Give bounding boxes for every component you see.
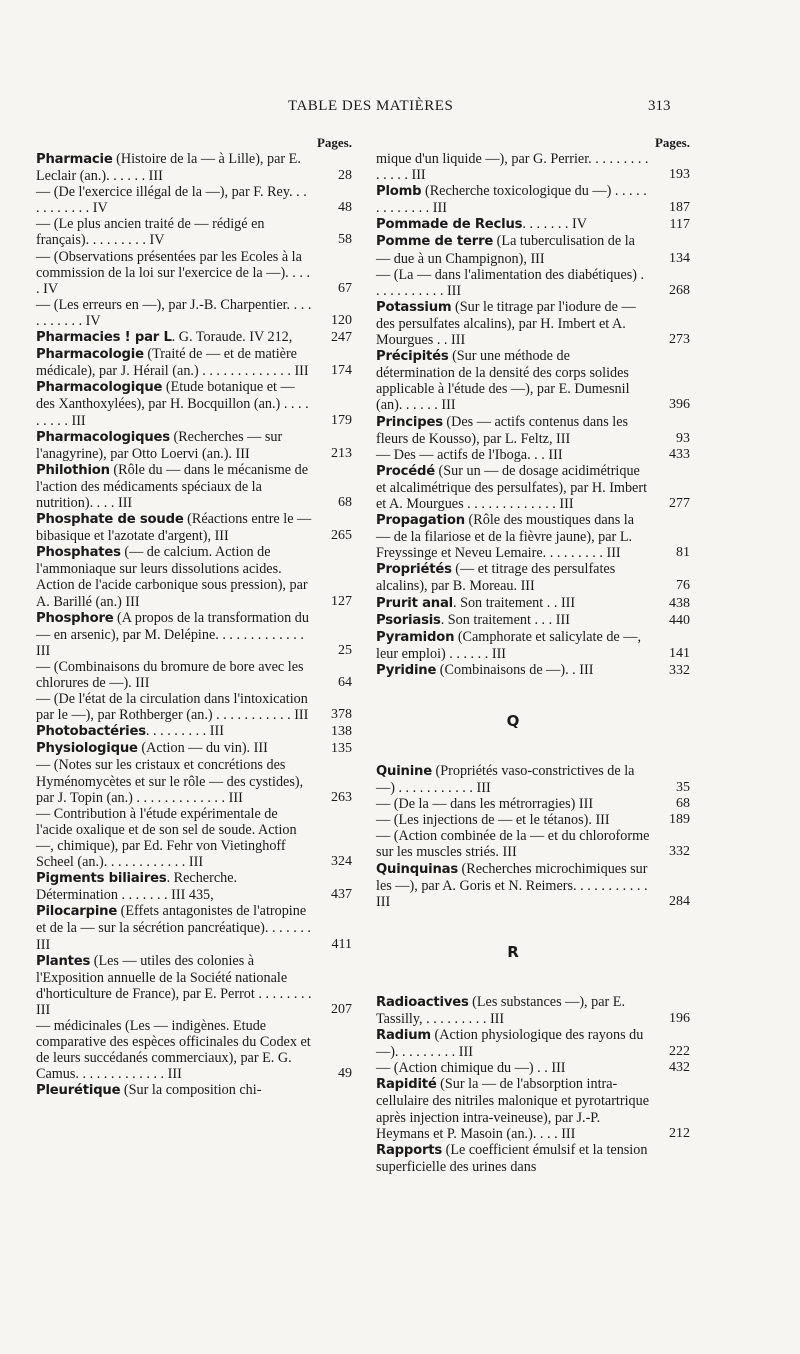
entry-page: 284	[669, 893, 690, 909]
index-entry	[36, 329, 352, 346]
entry-page: 193	[669, 167, 690, 183]
entry-page: 268	[669, 282, 690, 298]
entry-text: — (De l'état de la circulation dans l'intoxication par le —), par Rothberger (an.) . . . . . . . . . . . III	[36, 691, 309, 724]
index-entry	[376, 612, 690, 629]
entry-page: 189	[669, 812, 690, 828]
pages-column-label: Pages.	[654, 135, 690, 150]
page-header	[0, 98, 800, 120]
entry-page: 58	[338, 232, 352, 248]
entry-page: 138	[331, 724, 352, 740]
index-entry	[36, 184, 352, 216]
index-entry	[376, 233, 690, 266]
entry-page: 49	[338, 1066, 352, 1082]
entry-text: Pleurétique (Sur la composition chi-	[36, 1082, 262, 1099]
entry-text: — (Le plus ancien traité de — rédigé en français). . . . . . . . . IV	[36, 216, 265, 249]
entry-page: 378	[331, 707, 352, 723]
index-entry	[376, 512, 690, 561]
index-entry	[36, 740, 352, 757]
entry-page: 213	[331, 445, 352, 461]
entry-page: 68	[676, 796, 690, 812]
entry-text: — (De la — dans les métrorragies) III	[376, 796, 594, 813]
section-letter: Q	[506, 712, 520, 730]
index-entry	[376, 267, 690, 299]
entry-text: Phosphate de soude (Réactions entre le — bibasique et l'azotate d'argent), III	[36, 511, 312, 545]
entry-text: — (La — dans l'alimentation des diabétiques) . . . . . . . . . . . III	[376, 266, 645, 299]
entry-text: Pyramidon (Camphorate et salicylate de —, leur emploi) . . . . . . III	[376, 628, 641, 662]
index-entry	[36, 757, 352, 805]
entry-text: Phosphates (— de calcium. Action de l'ammoniaque sur leurs dissolutions acides. Action de l'acide carbonique sous pression), par A. Barillé (an.) III	[36, 544, 308, 610]
index-entry	[36, 1018, 352, 1082]
index-entry	[36, 297, 352, 329]
left-column	[36, 134, 352, 1099]
index-entry	[36, 151, 352, 184]
entry-page: 432	[669, 1060, 690, 1076]
entry-text: — (Combinaisons du bromure de bore avec les chlorures de —). III	[36, 658, 304, 691]
index-entry	[376, 994, 690, 1027]
entry-text: Pyridine (Combinaisons de —). . III	[376, 661, 594, 678]
index-entry	[36, 723, 352, 740]
index-entry	[376, 1076, 690, 1141]
index-entry	[36, 379, 352, 428]
index-entry	[36, 346, 352, 379]
entry-page: 247	[331, 330, 352, 346]
entry-text: Psoriasis. Son traitement . . . III	[376, 611, 570, 628]
entry-page: 273	[669, 332, 690, 348]
index-entry	[36, 806, 352, 870]
entry-text: Propriétés (— et titrage des persulfates alcalins), par B. Moreau. III	[376, 561, 616, 595]
entry-page: 64	[338, 675, 352, 690]
entry-page: 187	[669, 200, 690, 216]
entry-page: 28	[338, 168, 352, 184]
right-column	[376, 134, 690, 1175]
entry-page: 93	[676, 430, 690, 446]
entry-text: Procédé (Sur un — de dosage acidimétrique et alcalimétrique des persulfates), par H. Imbert et A. Mourgues . . . . . . . . . . . . . III	[376, 462, 648, 512]
entry-page: 120	[331, 312, 352, 328]
index-entry	[36, 953, 352, 1018]
entry-page: 438	[669, 595, 690, 611]
index-entry	[376, 763, 690, 796]
entry-text: Rapports (Le coefficient émulsif et la tension superficielle des urines dans	[376, 1141, 648, 1175]
left-entries	[36, 151, 352, 1099]
entry-text: Quinquinas (Recherches microchimiques sur les —), par A. Goris et N. Reimers. . . . . . . . . . . III	[376, 860, 648, 910]
page-number: 313	[648, 98, 671, 114]
entry-text: Quinine (Propriétés vaso-constrictives de la —) . . . . . . . . . . . III	[376, 763, 635, 797]
entry-text: Principes (Des — actifs contenus dans les fleurs de Kousso), par L. Feltz, III	[376, 413, 629, 447]
entry-text: — (Action chimique du —) . . III	[376, 1060, 566, 1077]
entry-text: Pharmacologie (Traité de — et de matière médicale), par J. Hérail (an.) . . . . . . . . . . . . . III	[36, 346, 309, 380]
index-entry	[376, 151, 690, 183]
index-entry	[376, 299, 690, 348]
entry-text: Pharmacie (Histoire de la — à Lille), par E. Leclair (an.). . . . . . III	[36, 151, 301, 185]
right-entries	[376, 151, 690, 1175]
entry-text: — Contribution à l'étude expérimentale de l'acide oxalique et de son sel de soude. Action —, chimique), par Ed. Fehr von Vietinghoff Scheel (an.). . . . . . . . . . . . III	[36, 805, 297, 871]
index-entry	[376, 216, 690, 233]
entry-text: Plantes (Les — utiles des colonies à l'Exposition annuelle de la Société nationale d'horticulture de France), par E. Perrot . . . . . . . . III	[36, 952, 312, 1018]
index-entry	[376, 561, 690, 594]
entry-text: Radium (Action physiologique des rayons du —). . . . . . . . . III	[376, 1027, 644, 1061]
entry-page: 179	[331, 412, 352, 428]
entry-text: Radioactives (Les substances —), par E. Tassilly, . . . . . . . . . III	[376, 993, 626, 1027]
entry-page: 396	[669, 397, 690, 413]
entry-text: Propagation (Rôle des moustiques dans la — de la filariose et de la fièvre jaune), par L. Freyssinge et Neveu Lemaire. . . . . . . . . III	[376, 512, 635, 562]
index-entry	[376, 595, 690, 612]
entry-text: — (Les injections de — et le tétanos). III	[376, 812, 610, 829]
index-entry	[376, 1027, 690, 1060]
entry-page: 212	[669, 1125, 690, 1141]
index-entry	[376, 447, 690, 463]
entry-text: — médicinales (Les — indigènes. Etude comparative des espèces officinales du Codex et de leurs succédanés commerciaux), par E. G. Camus. . . . . . . . . . . . . III	[36, 1017, 311, 1083]
entry-page: 127	[331, 593, 352, 609]
entry-text: Phosphore (A propos de la transformation du — en arsenic), par M. Delépine. . . . . . . . . . . . . III	[36, 609, 309, 659]
entry-text: — (Action combinée de la — et du chloroforme sur les muscles striés. III	[376, 828, 650, 861]
entry-page: 263	[331, 789, 352, 805]
index-entry	[376, 812, 690, 828]
entry-page: 81	[676, 545, 690, 561]
entry-text: — (Les erreurs en —), par J.-B. Charpentier. . . . . . . . . . . IV	[36, 296, 312, 329]
index-entry	[36, 429, 352, 462]
index-entry	[36, 691, 352, 723]
entry-text: — (Notes sur les cristaux et concrétions des Hyménomycètes et sur le rôle — des cystides), par J. Topin (an.) . . . . . . . . . . . . . III	[36, 757, 304, 806]
index-entry	[376, 348, 690, 413]
entry-text: — (Observations présentées par les Ecoles à la commission de la loi sur l'exercice de la —). . . . . IV	[36, 248, 311, 297]
entry-text: Pommade de Reclus. . . . . . . IV	[376, 216, 587, 233]
index-entry	[36, 249, 352, 297]
index-entry	[376, 414, 690, 447]
index-entry	[376, 662, 690, 679]
entry-text: — Des — actifs de l'Iboga. . . III	[376, 446, 563, 463]
index-entry	[376, 183, 690, 216]
index-entry	[36, 1082, 352, 1099]
entry-page: 324	[331, 854, 352, 870]
index-entry	[376, 463, 690, 512]
entry-page: 76	[676, 578, 690, 594]
entry-text: Pilocarpine (Effets antagonistes de l'atropine et de la — sur la sécrétion pancréatique). . . . . . . III	[36, 903, 311, 953]
entry-page: 48	[338, 200, 352, 216]
entry-page: 117	[669, 217, 690, 233]
entry-page: 440	[669, 612, 690, 628]
entry-text: Précipités (Sur une méthode de détermination de la densité des corps solides applicable à l'étude des —), par E. Dumesnil (an). . . . . . III	[376, 348, 630, 414]
pages-column-label: Pages.	[316, 135, 352, 150]
entry-text: Pomme de terre (La tuberculisation de la — due à un Champignon), III	[376, 233, 635, 267]
entry-text: Potassium (Sur le titrage par l'iodure de — des persulfates alcalins), par H. Imbert et A. Mourgues . . III	[376, 298, 636, 349]
index-entry	[36, 870, 352, 903]
index-entry	[376, 629, 690, 662]
index-entry	[36, 511, 352, 544]
index-entry	[36, 544, 352, 609]
entry-page: 134	[669, 250, 690, 266]
index-entry	[376, 1142, 690, 1175]
running-title: TABLE DES MATIÈRES	[288, 98, 454, 114]
entry-text: Rapidité (Sur la — de l'absorption intra-cellulaire des nitriles malonique et pyrotartrique après injection intra-veineuse), par J.-P. Heymans et P. Masoin (an.). . . . III	[376, 1076, 650, 1142]
entry-text: Physiologique (Action — du vin). III	[36, 740, 268, 757]
entry-page: 174	[331, 363, 352, 379]
entry-text: Pharmacologiques (Recherches — sur l'anagyrine), par Otto Loervi (an.). III	[36, 428, 283, 462]
entry-page: 25	[338, 642, 352, 658]
entry-text: Pharmacies ! par L. G. Toraude. IV 212,	[36, 329, 293, 346]
entry-page: 196	[669, 1010, 690, 1026]
entry-page: 437	[331, 887, 352, 903]
index-entry	[376, 1060, 690, 1076]
index-entry	[36, 610, 352, 659]
entry-text: Philothion (Rôle du — dans le mécanisme de l'action des médicaments spéciaux de la nutrition). . . . III	[36, 461, 309, 511]
entry-text: Pigments biliaires. Recherche. Détermination . . . . . . . III 435,	[36, 870, 238, 904]
entry-page: 135	[331, 741, 352, 757]
section-letter: R	[507, 942, 519, 961]
index-entry	[36, 903, 352, 952]
entry-text: mique d'un liquide —), par G. Perrier. . . . . . . . . . . . . . III	[376, 151, 649, 184]
entry-text: — (De l'exercice illégal de la —), par F. Rey. . . . . . . . . . . IV	[36, 184, 307, 217]
entry-page: 141	[669, 645, 690, 661]
entry-text: Pharmacologique (Etude botanique et — des Xanthoxylées), par H. Bocquillon (an.) . . . . . . . . . III	[36, 379, 309, 429]
entry-page: 35	[676, 780, 690, 796]
entry-page: 265	[331, 528, 352, 544]
index-entry	[376, 861, 690, 910]
index-entry	[36, 462, 352, 511]
entry-text: Photobactéries. . . . . . . . . III	[36, 723, 224, 740]
entry-page: 277	[669, 495, 690, 511]
entry-page: 332	[669, 844, 690, 860]
entry-page: 67	[338, 280, 352, 296]
index-entry	[36, 659, 352, 691]
entry-page: 433	[669, 446, 690, 462]
entry-page: 332	[669, 662, 690, 678]
entry-text: Plomb (Recherche toxicologique du —) . . . . . . . . . . . . . III	[376, 183, 647, 217]
entry-page: 207	[331, 1001, 352, 1017]
entry-text: Prurit anal. Son traitement . . III	[376, 594, 576, 611]
entry-page: 411	[331, 936, 352, 952]
entry-page: 222	[669, 1044, 690, 1060]
index-entry	[376, 828, 690, 860]
entry-page: 68	[338, 494, 352, 510]
index-entry	[376, 796, 690, 812]
index-entry	[36, 216, 352, 248]
